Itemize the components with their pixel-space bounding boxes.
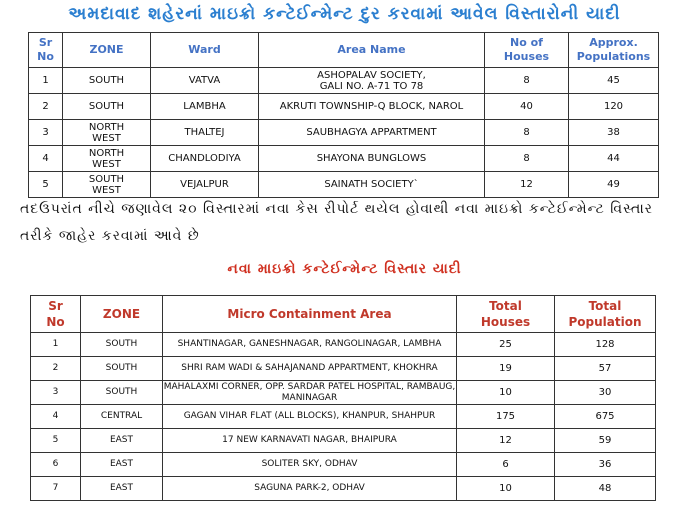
table-row [31,477,656,501]
cell-area: ASHOPALAV SOCIETY, GALI NO. A-71 TO 78 [259,68,485,94]
cell-zone: EAST [81,477,163,501]
cell-sr: 2 [29,94,63,120]
cell-population: 675 [555,405,656,429]
table-row [29,94,659,120]
cell-sr: 3 [31,381,81,405]
cell-houses: 10 [457,381,555,405]
table-row [29,120,659,146]
cell-houses: 8 [485,68,569,94]
cell-area: SHRI RAM WADI & SAHAJANAND APPARTMENT, KHOKHRA [163,357,457,381]
section-title: નવા માઇક્રો કન્ટેઈન્મેન્ટ વિસ્તાર યાદી [227,261,462,277]
table-header-row [29,33,659,68]
cell-zone: SOUTH [63,94,151,120]
table-row [29,68,659,94]
cell-population: 49 [569,172,659,198]
cell-sr: 4 [31,405,81,429]
removed-containment-table [28,32,659,198]
header-ward: Ward [151,33,259,68]
cell-sr: 3 [29,120,63,146]
header-population: Total Population [555,296,656,333]
table-row [31,405,656,429]
cell-zone: EAST [81,453,163,477]
header-area: Area Name [259,33,485,68]
cell-sr: 7 [31,477,81,501]
table-row [31,381,656,405]
cell-houses: 25 [457,333,555,357]
header-population: Approx. Populations [569,33,659,68]
cell-houses: 8 [485,146,569,172]
cell-area: SHAYONA BUNGLOWS [259,146,485,172]
header-zone: ZONE [63,33,151,68]
table-row [29,146,659,172]
table-row [31,453,656,477]
cell-ward: VEJALPUR [151,172,259,198]
cell-houses: 8 [485,120,569,146]
cell-zone: EAST [81,429,163,453]
cell-houses: 12 [457,429,555,453]
cell-population: 36 [555,453,656,477]
cell-zone: SOUTH [63,68,151,94]
cell-ward: LAMBHA [151,94,259,120]
table-header-row [31,296,656,333]
cell-area: SAUBHAGYA APPARTMENT [259,120,485,146]
cell-sr: 5 [31,429,81,453]
cell-zone: SOUTH WEST [63,172,151,198]
cell-area: AKRUTI TOWNSHIP-Q BLOCK, NAROL [259,94,485,120]
cell-ward: THALTEJ [151,120,259,146]
cell-population: 44 [569,146,659,172]
cell-zone: CENTRAL [81,405,163,429]
cell-population: 38 [569,120,659,146]
cell-ward: CHANDLODIYA [151,146,259,172]
cell-population: 45 [569,68,659,94]
cell-population: 48 [555,477,656,501]
cell-houses: 40 [485,94,569,120]
cell-houses: 19 [457,357,555,381]
cell-area: SHANTINAGAR, GANESHNAGAR, RANGOLINAGAR, LAMBHA [163,333,457,357]
cell-population: 30 [555,381,656,405]
header-sr: Sr No [31,296,81,333]
header-area: Micro Containment Area [163,296,457,333]
cell-zone: NORTH WEST [63,146,151,172]
cell-area: MAHALAXMI CORNER, OPP. SARDAR PATEL HOSPITAL, RAMBAUG, MANINAGAR [163,381,456,403]
cell-houses: 12 [485,172,569,198]
cell-houses: 6 [457,453,555,477]
cell-zone: NORTH WEST [63,120,151,146]
cell-sr: 1 [29,68,63,94]
page-title: અમદાવાદ શહેરનાં માઇક્રો કન્ટેઈન્મેન્ટ દુર કરવામાં આવેલ વિસ્તારોની યાદી [68,4,621,24]
header-houses: Total Houses [457,296,555,333]
cell-zone: SOUTH [81,357,163,381]
cell-sr: 6 [31,453,81,477]
new-containment-table [30,295,656,501]
cell-population: 120 [569,94,659,120]
cell-area: GAGAN VIHAR FLAT (ALL BLOCKS), KHANPUR, SHAHPUR [163,405,457,429]
table-row [31,357,656,381]
cell-zone: SOUTH [81,381,163,405]
header-houses: No of Houses [485,33,569,68]
cell-area: SOLITER SKY, ODHAV [163,453,457,477]
cell-houses: 175 [457,405,555,429]
cell-population: 128 [555,333,656,357]
cell-area: 17 NEW KARNAVATI NAGAR, BHAIPURA [163,429,457,453]
table-row [31,429,656,453]
table-row [29,172,659,198]
header-zone: ZONE [81,296,163,333]
table-row [31,333,656,357]
cell-area: SAINATH SOCIETY` [259,172,485,198]
cell-sr: 1 [31,333,81,357]
cell-sr: 4 [29,146,63,172]
announcement-text: તદઉપરાંત નીચે જણાવેલ ૨૦ વિસ્તારમાં નવા કેસ રીપોર્ટ થયેલ હોવાથી નવા માઇક્રો કન્ટેઈન્મેન્ટ વિસ્તાર તરીકે જાહેર કરવામાં આવે છે [20,201,654,244]
cell-zone: SOUTH [81,333,163,357]
cell-population: 57 [555,357,656,381]
cell-area: SAGUNA PARK-2, ODHAV [163,477,457,501]
cell-sr: 5 [29,172,63,198]
cell-ward: VATVA [151,68,259,94]
cell-population: 59 [555,429,656,453]
header-sr: Sr No [29,33,63,68]
cell-houses: 10 [457,477,555,501]
cell-sr: 2 [31,357,81,381]
